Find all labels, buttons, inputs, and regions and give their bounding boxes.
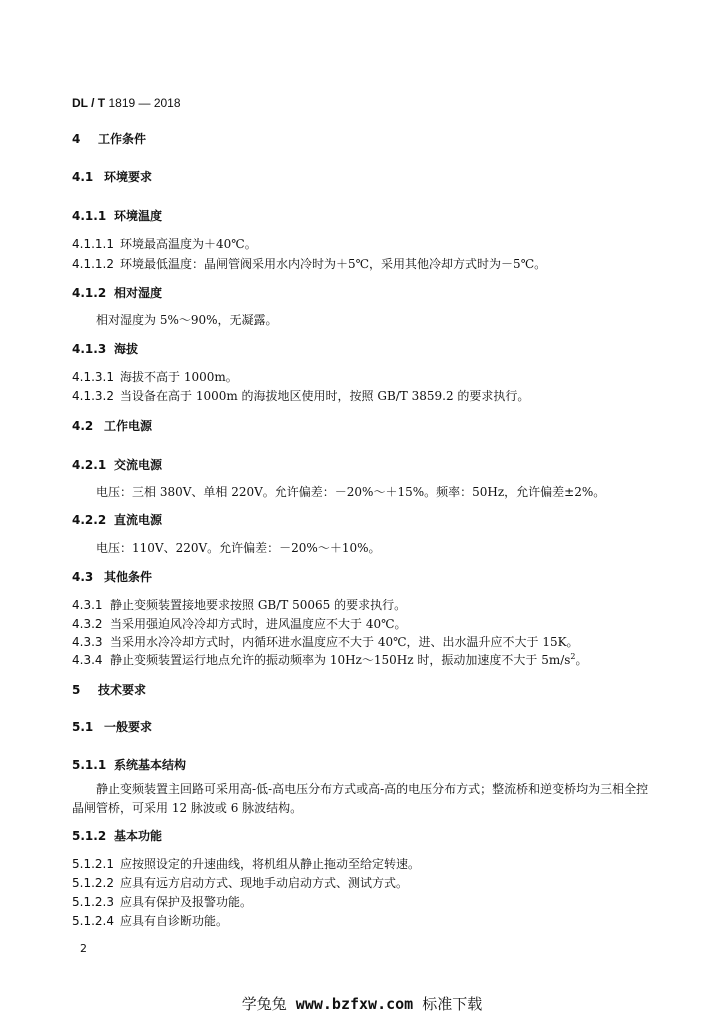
clause-5-1-1-text: 静止变频装置主回路可采用高-低-高电压分布方式或高-高的电压分布方式；整流桥和逆变桥均为三相全控晶闸管桥，可采用 12 脉波或 6 脉波结构。 <box>72 782 649 815</box>
clause-4-2-2-text: 电压：110V、220V。允许偏差：－20%～＋10%。 <box>96 541 381 555</box>
clause-4-3-3: 4.3.3 当采用水冷冷却方式时，内循环进水温度应不大于 40℃，进、出水温升应不大于 15K。 <box>72 635 579 649</box>
page-number: 2 <box>80 942 87 955</box>
section-5-heading: 5 技术要求 <box>72 683 147 697</box>
section-4-1-1-heading: 4.1.1 环境温度 <box>72 209 163 223</box>
doc-number: 1819 — 2018 <box>108 96 181 110</box>
clause-4-1-1-2: 4.1.1.2 环境最低温度：晶闸管阀采用水内冷时为＋5℃，采用其他冷却方式时为－5℃。 <box>72 257 547 271</box>
section-4-1-3-heading: 4.1.3 海拔 <box>72 342 139 356</box>
section-4-2-2-heading: 4.2.2 直流电源 <box>72 513 163 527</box>
section-4-2-heading: 4.2 工作电源 <box>72 419 153 433</box>
clause-5-1-2-1: 5.1.2.1 应按照设定的升速曲线，将机组从静止拖动至给定转速。 <box>72 857 421 871</box>
section-4-3-heading: 4.3 其他条件 <box>72 570 153 584</box>
footer-watermark <box>0 993 724 1014</box>
footer-slogan: 标准下载 <box>422 995 483 1013</box>
doc-prefix: DL / T <box>72 96 106 110</box>
document-number <box>72 95 181 111</box>
section-4-1-2-heading: 4.1.2 相对湿度 <box>72 286 163 300</box>
clause-5-1-2-2: 5.1.2.2 应具有远方启动方式、现地手动启动方式、测试方式。 <box>72 876 409 890</box>
section-4-2-1-heading: 4.2.1 交流电源 <box>72 458 163 472</box>
clause-4-3-2: 4.3.2 当采用强迫风冷冷却方式时，进风温度应不大于 40℃。 <box>72 617 407 631</box>
clause-4-1-2-text: 相对湿度为 5%～90%，无凝露。 <box>96 313 278 327</box>
clause-4-1-1-1: 4.1.1.1 环境最高温度为＋40℃。 <box>72 237 257 251</box>
section-4-heading: 4 工作条件 <box>72 132 147 146</box>
section-5-1-heading: 5.1 一般要求 <box>72 720 153 734</box>
clause-4-3-4: 4.3.4 静止变频装置运行地点允许的振动频率为 10Hz～150Hz 时，振动加速度不大于 $5m/s^2$。 <box>72 652 588 667</box>
clause-4-2-1-text: 电压：三相 380V、单相 220V。允许偏差：－20%～＋15%。频率：50Hz，允许偏差±2%。 <box>96 485 606 499</box>
clause-4-3-1: 4.3.1 静止变频装置接地要求按照 GB/T 50065 的要求执行。 <box>72 598 407 612</box>
clause-4-1-3-2: 4.1.3.2 当设备在高于 1000m 的海拔地区使用时，按照 GB/T 3859.2 的要求执行。 <box>72 389 530 403</box>
clause-4-1-3-1: 4.1.3.1 海拔不高于 1000m。 <box>72 370 238 384</box>
section-4-1-heading: 4.1 环境要求 <box>72 170 153 184</box>
section-5-1-1-heading: 5.1.1 系统基本结构 <box>72 758 187 772</box>
footer-site-name: 学兔兔 <box>241 995 287 1013</box>
footer-url[interactable]: www.bzfxw.com <box>295 995 414 1013</box>
clause-5-1-2-4: 5.1.2.4 应具有自诊断功能。 <box>72 914 229 928</box>
clause-5-1-2-3: 5.1.2.3 应具有保护及报警功能。 <box>72 895 253 909</box>
section-5-1-2-heading: 5.1.2 基本功能 <box>72 829 163 843</box>
